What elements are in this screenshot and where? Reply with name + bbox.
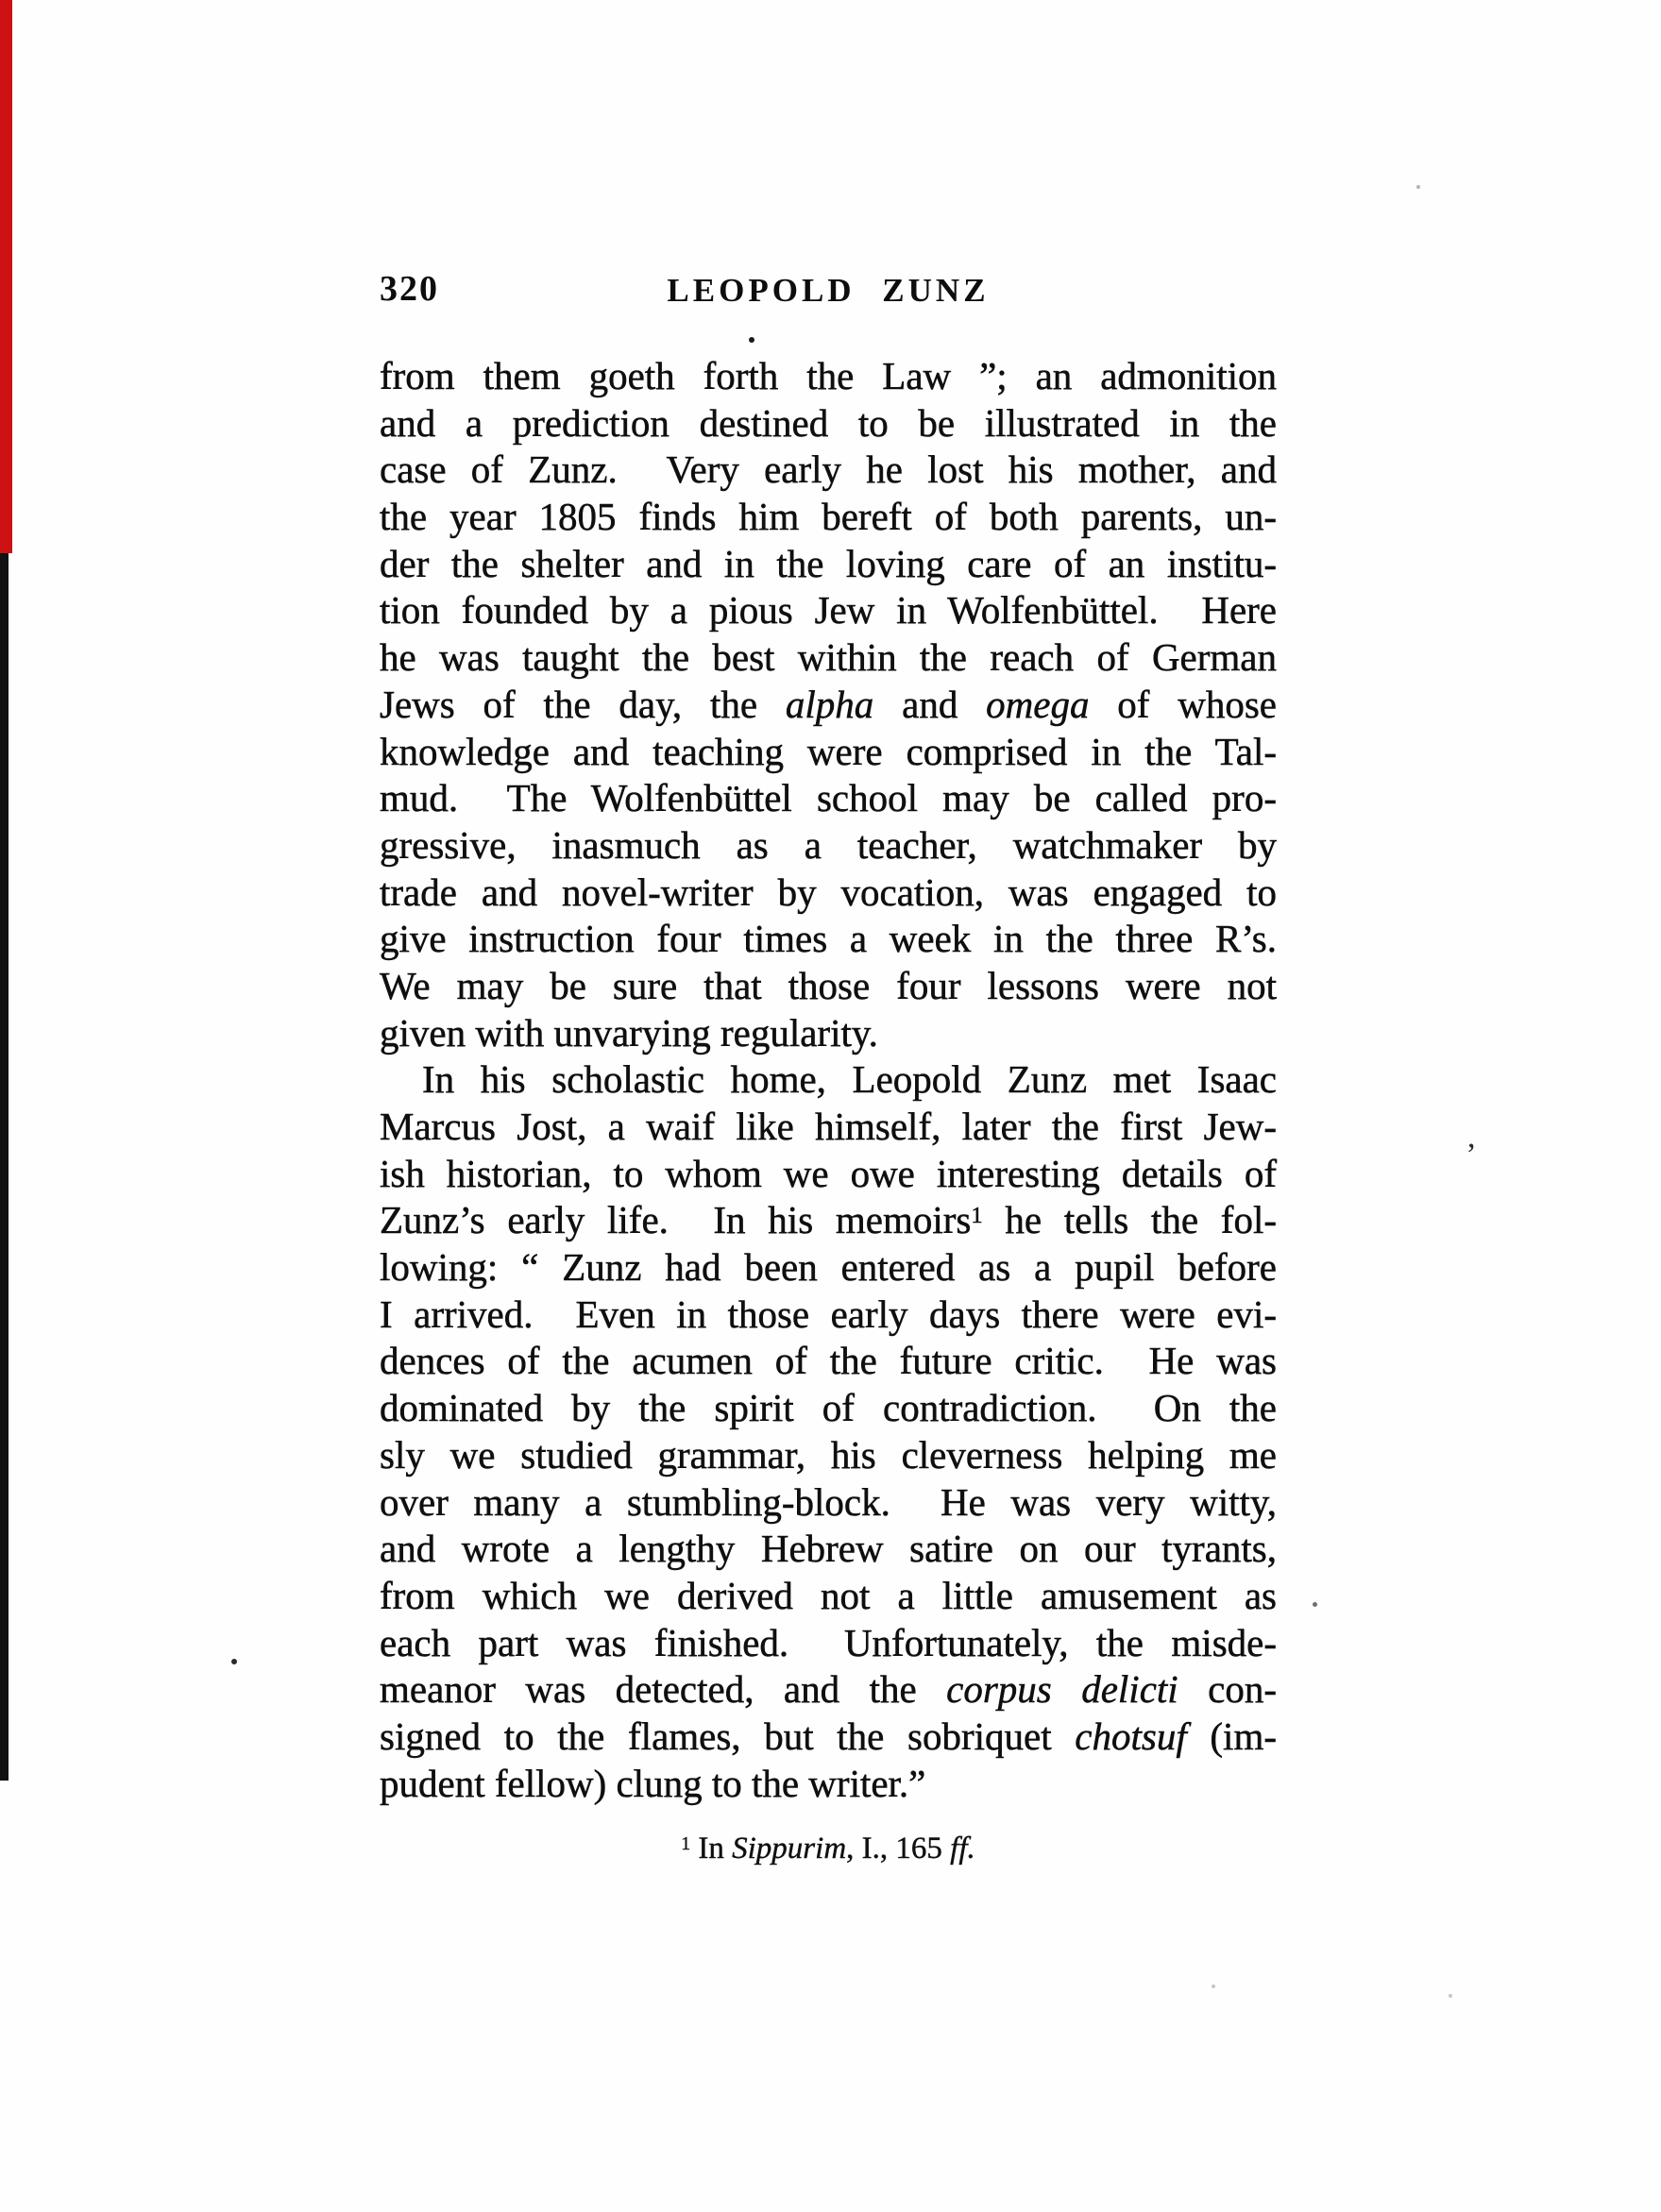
italic-text-run: omega [986,682,1090,726]
text-line [380,916,1277,963]
text-run: dences of the acumen of the future critic. He was [380,1339,1277,1383]
text-line [380,1666,1277,1714]
text-line [380,1244,1277,1292]
ink-speck [231,1659,237,1664]
text-line [380,1385,1277,1432]
ink-speck [1212,1984,1215,1988]
text-line [380,1292,1277,1339]
text-run: each part was finished. Unfortunately, the misde- [380,1620,1277,1664]
text-line [380,870,1277,917]
text-line [380,400,1277,447]
text-run: con- [1178,1667,1278,1712]
text-run: Marcus Jost, a waif like himself, later the first Jew- [380,1105,1277,1148]
text-line [380,1338,1277,1385]
text-run: , I., 165 [846,1832,951,1866]
text-run: I arrived. Even in those early days there were evi- [380,1292,1277,1336]
body-text-block [380,353,1277,1807]
ink-speck [749,337,754,343]
text-run: ish historian, to whom we owe interesting details of [380,1151,1277,1195]
text-run: over many a stumbling-block. He was very witty, [380,1479,1277,1524]
text-run: and wrote a lengthy Hebrew satire on our tyrants, [380,1527,1277,1571]
text-line [380,682,1277,729]
text-run: dominated by the spirit of contradiction. On the [380,1386,1277,1430]
text-run: mud. The Wolfenbüttel school may be called pro- [380,776,1277,820]
footnote [380,1830,1277,1871]
stray-comma-mark: , [1467,1120,1476,1155]
text-run: meanor was detected, and the [380,1667,947,1712]
ink-speck [1313,1602,1317,1607]
text-run: pudent fellow) clung to the writer.” [380,1761,926,1805]
text-run: In his scholastic home, Leopold Zunz met Isaac [422,1057,1277,1102]
text-line [380,1573,1277,1620]
superscript-marker: 1 [971,1203,983,1229]
text-line [380,1104,1277,1151]
text-line [380,775,1277,822]
text-run: give instruction four times a week in the three R’s. [380,917,1277,961]
text-run: (im- [1186,1714,1277,1758]
text-line [380,1761,1277,1808]
text-run: signed to the flames, but the sobriquet [380,1714,1076,1758]
text-run: the year 1805 finds him bereft of both parents, un- [380,495,1277,539]
text-line [380,1056,1277,1104]
text-run: sly we studied grammar, his cleverness helping me [380,1432,1277,1477]
text-run: he tells the fol- [982,1198,1277,1242]
italic-text-run: chotsuf [1075,1714,1187,1758]
running-title: LEOPOLD ZUNZ [667,272,990,309]
italic-text-run: corpus delicti [946,1667,1178,1712]
text-line [380,1479,1277,1527]
superscript-marker: 1 [681,1833,691,1855]
text-line [380,729,1277,776]
text-run: der the shelter and in the loving care of an institu- [380,541,1277,585]
text-run: Jews of the day, the [380,682,786,726]
text-line [380,1620,1277,1667]
italic-text-run: ff. [950,1832,975,1866]
text-run: given with unvarying regularity. [380,1010,878,1055]
text-line [380,1151,1277,1198]
italic-text-run: alpha [785,682,874,726]
text-line [380,1197,1277,1244]
text-line [380,494,1277,541]
ink-speck [1449,1994,1452,1998]
text-run: knowledge and teaching were comprised in the Tal- [380,729,1277,773]
text-line [380,1010,1277,1057]
text-run: gressive, inasmuch as a teacher, watchmaker by [380,822,1277,867]
text-line [380,1526,1277,1573]
text-run: from them goeth forth the Law ”; an admonition [380,354,1277,397]
text-line [380,541,1277,588]
text-line [380,1432,1277,1479]
text-line [380,353,1277,400]
scan-edge-black-strip [0,553,8,1781]
text-line [380,587,1277,634]
text-run: he was taught the best within the reach of German [380,635,1277,680]
text-run: tion founded by a pious Jew in Wolfenbüttel. Here [380,588,1277,633]
text-run: Zunz’s early life. In his memoirs [380,1198,972,1242]
text-line [380,634,1277,682]
text-run: We may be sure that those four lessons were not [380,963,1277,1007]
text-line [380,1714,1277,1761]
page-number: 320 [380,269,439,309]
text-run: from which we derived not a little amusement as [380,1573,1277,1617]
text-run: lowing: “ Zunz had been entered as a pupil before [380,1245,1277,1290]
italic-text-run: Sippurim [732,1832,847,1866]
text-line [380,447,1277,494]
text-run: and [873,682,987,726]
text-run: case of Zunz. Very early he lost his mother, and [380,447,1277,492]
text-run: In [690,1832,733,1866]
scan-edge-red-strip [0,0,12,553]
text-line [380,963,1277,1010]
text-line [380,822,1277,870]
text-run: trade and novel-writer by vocation, was engaged to [380,870,1277,914]
ink-speck [1416,185,1420,189]
text-run: of whose [1089,682,1277,726]
text-run: and a prediction destined to be illustrated in the [380,400,1277,445]
